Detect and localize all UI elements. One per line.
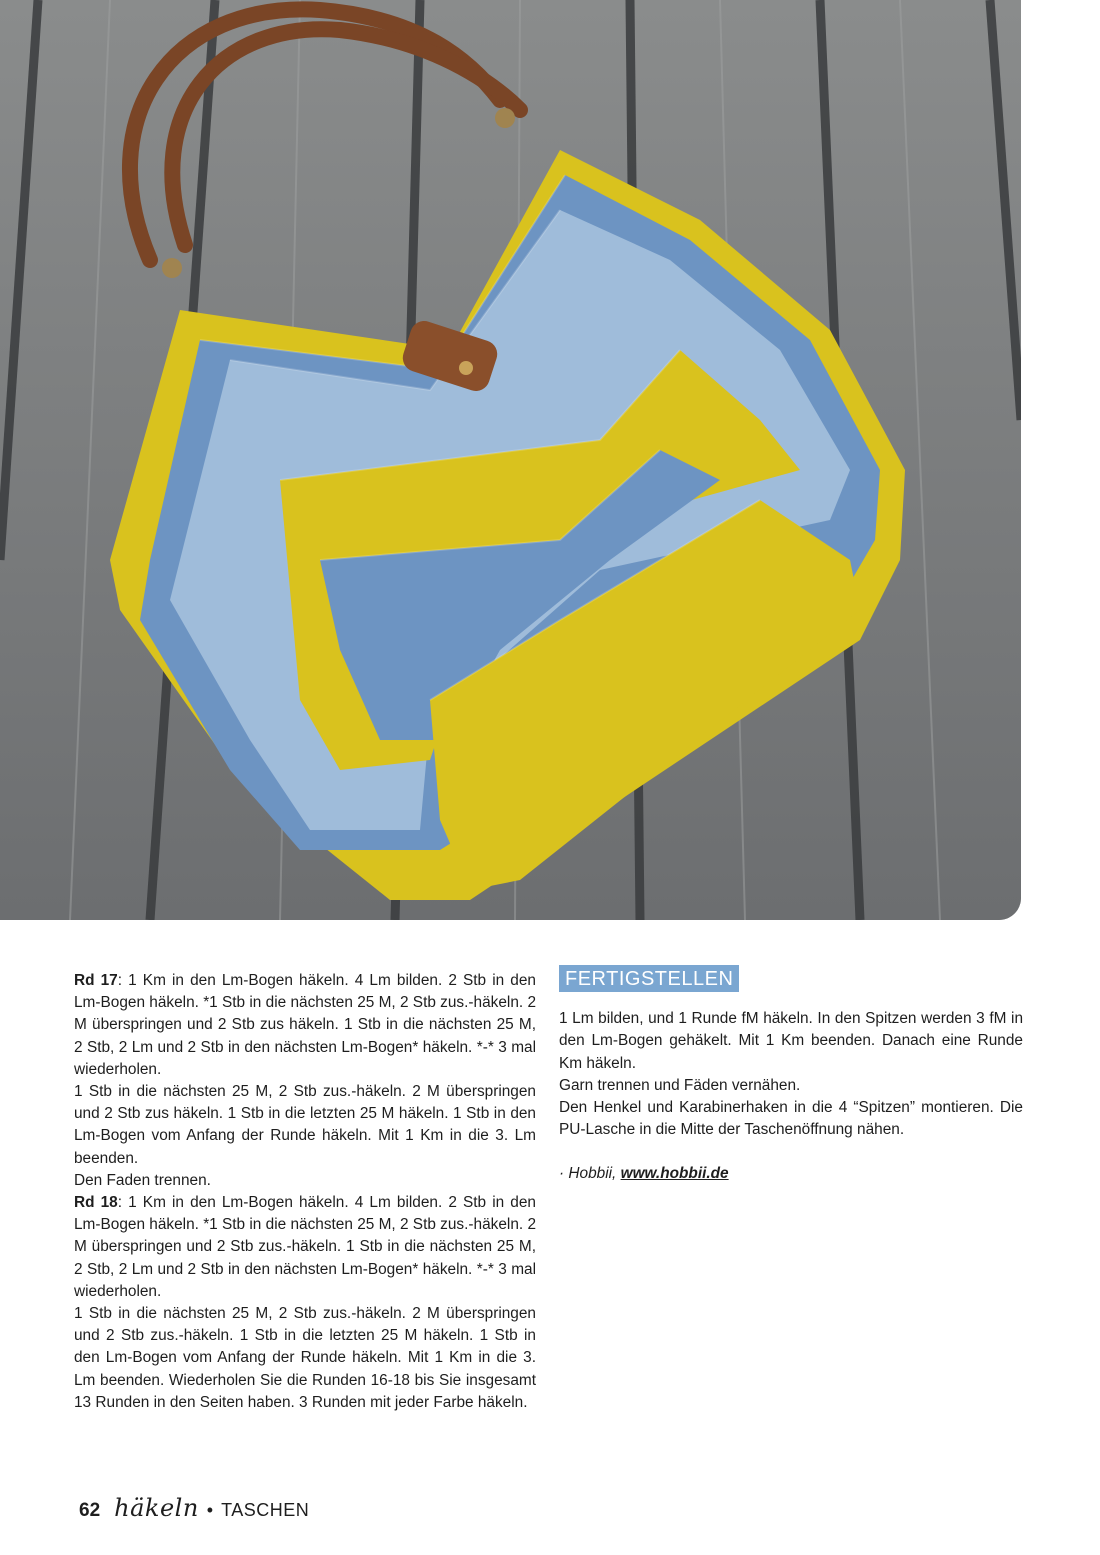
paragraph-text: : 1 Km in den Lm-Bogen häkeln. 4 Lm bilden. 2 Stb in den Lm-Bogen häkeln. *1 Stb in die nächsten 25 M, 2 Stb zus.-häkeln. 2 M überspringen und 2 Stb zus.-häkeln. 1 Stb in die nächsten 25 M, 2 Stb, 2 Lm und 2 Stb in den nächsten Lm-Bogen* häkeln. *-* 3 mal wiederholen. — [74, 1194, 536, 1300]
page-number: 62 — [79, 1500, 101, 1521]
hobbii-link[interactable]: www.hobbii.de — [620, 1165, 729, 1183]
page-footer — [79, 1494, 309, 1528]
paragraph — [74, 1170, 536, 1192]
footer-section: TASCHEN — [221, 1500, 310, 1520]
round-label-17: Rd 17 — [74, 972, 118, 989]
paragraph: Den Henkel und Karabinerhaken in die 4 “Spitzen” montieren. Die PU-Lasche in die Mitte der Taschenöffnung nähen. — [559, 1099, 1023, 1139]
footer-separator: • — [206, 1500, 214, 1520]
credit-prefix: · Hobbii, — [559, 1165, 621, 1183]
paragraph: Garn trennen und Fäden vernähen. — [559, 1076, 801, 1094]
source-credit — [559, 1163, 1023, 1185]
paragraph — [74, 1081, 536, 1170]
paragraph-text: Den Faden trennen. — [74, 1171, 211, 1189]
paragraph-text: 1 Stb in die nächsten 25 M, 2 Stb zus.-häkeln. 2 M überspringen und 2 Stb zus häkeln. 1 Stb in die letzten 25 M häkeln. 1 Stb in den Lm-Bogen vom Anfang der Runde häkeln. Mit 1 Km in die 3. Lm beenden. — [74, 1083, 536, 1167]
paragraph-text: 1 Stb in die nächsten 25 M, 2 Stb zus.-häkeln. 2 M überspringen und 2 Stb zus.-häkeln. 1 Stb in die letzten 25 M häkeln. 1 Stb in den Lm-Bogen vom Anfang der Runde häkeln. Mit 1 Km in die 3. Lm beenden. Wiederholen Sie die Runden 16-18 bis Sie insgesamt 13 Runden in den Seiten haben. 3 Runden mit jeder Farbe häkeln. — [74, 1305, 536, 1411]
paragraph — [74, 1303, 536, 1414]
paragraph-rd17 — [74, 970, 536, 1081]
paragraph-rd18 — [74, 1192, 536, 1303]
paragraph-text: : 1 Km in den Lm-Bogen häkeln. 4 Lm bilden. 2 Stb in den Lm-Bogen häkeln. *1 Stb in die nächsten 25 M, 2 Stb zus.-häkeln. 2 M überspringen und 2 Stb zus häkeln. 1 Stb in die nächsten 25 M, 2 Stb, 2 Lm und 2 Stb in den nächsten Lm-Bogen* häkeln. *-* 3 mal wiederholen. — [74, 972, 536, 1078]
magazine-logo: häkeln — [114, 1494, 199, 1522]
instructions-left-column — [74, 970, 536, 1414]
section-heading-fertigstellen: FERTIGSTELLEN — [559, 965, 739, 992]
instructions-right-column — [559, 965, 1023, 1186]
round-label-18: Rd 18 — [74, 1194, 118, 1212]
paragraph: 1 Lm bilden, und 1 Runde fM häkeln. In den Spitzen werden 3 fM in den Lm-Bogen gehäkelt. Mit 1 Km beenden. Danach eine Runde Km häkeln. — [559, 1010, 1023, 1072]
